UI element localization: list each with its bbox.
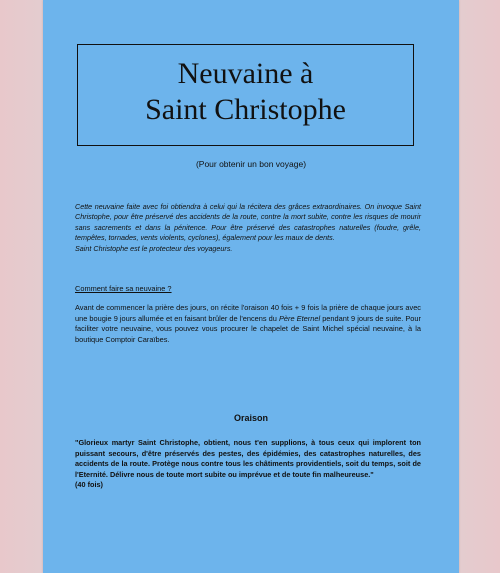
prayer-text (75, 438, 421, 491)
howto-italic: Père Eternel (278, 313, 321, 323)
intro-text (75, 202, 421, 254)
title-box (77, 44, 414, 146)
document-sheet (43, 0, 459, 573)
howto-part-2: pendant 9 jours de suite. Pour faciliter votre neuvaine, vous pouvez vous procurer le chapelet de Saint Michel spécial neuvaine, à la boutique Comptoir Caraïbes. (75, 313, 421, 344)
title-line-2: Saint Christophe (145, 93, 346, 126)
prayer-count: (40 fois) (75, 480, 103, 490)
oraison-heading: Oraison (233, 413, 268, 423)
title-line-1: Neuvaine à (177, 57, 314, 90)
howto-text (75, 303, 421, 345)
subtitle: (Pour obtenir un bon voyage) (195, 159, 307, 169)
intro-paragraph: Cette neuvaine faite avec foi obtiendra à celui qui la récitera des grâces extraordinaires. On invoque Saint Christophe, pour être préservé des accidents de la route, contre la mort subite, contre les risques de mourir sans sacrements et dans la pénitence. Pour être préservé des catastrophes naturelles (foudre, grêle, tempêtes, tornades, vents violents, cyclones), également pour les maux de dents. (75, 202, 421, 243)
howto-part-1: Avant de commencer la prière des jours, on récite l'oraison 40 fois + 9 fois la prière de chaque jours avec une bougie 9 jours allumée et en faisant brûler de l'encens du (75, 303, 421, 323)
prayer-body: "Glorieux martyr Saint Christophe, obtient, nous t'en supplions, à tous ceux qui implorent ton puissant secours, d'être préservés des pestes, des épidémies, des catastrophes naturelles, des accidents de la route. Protège nous contre tous les châtiments providentiels, soit du temps, soit de l'Eternité. Délivre nous de toute mort subite ou imprévue et de toute fin malheureuse." (75, 438, 421, 479)
intro-last-line: Saint Christophe est le protecteur des voyageurs. (75, 243, 233, 253)
howto-heading: Comment faire sa neuvaine ? (75, 284, 172, 293)
